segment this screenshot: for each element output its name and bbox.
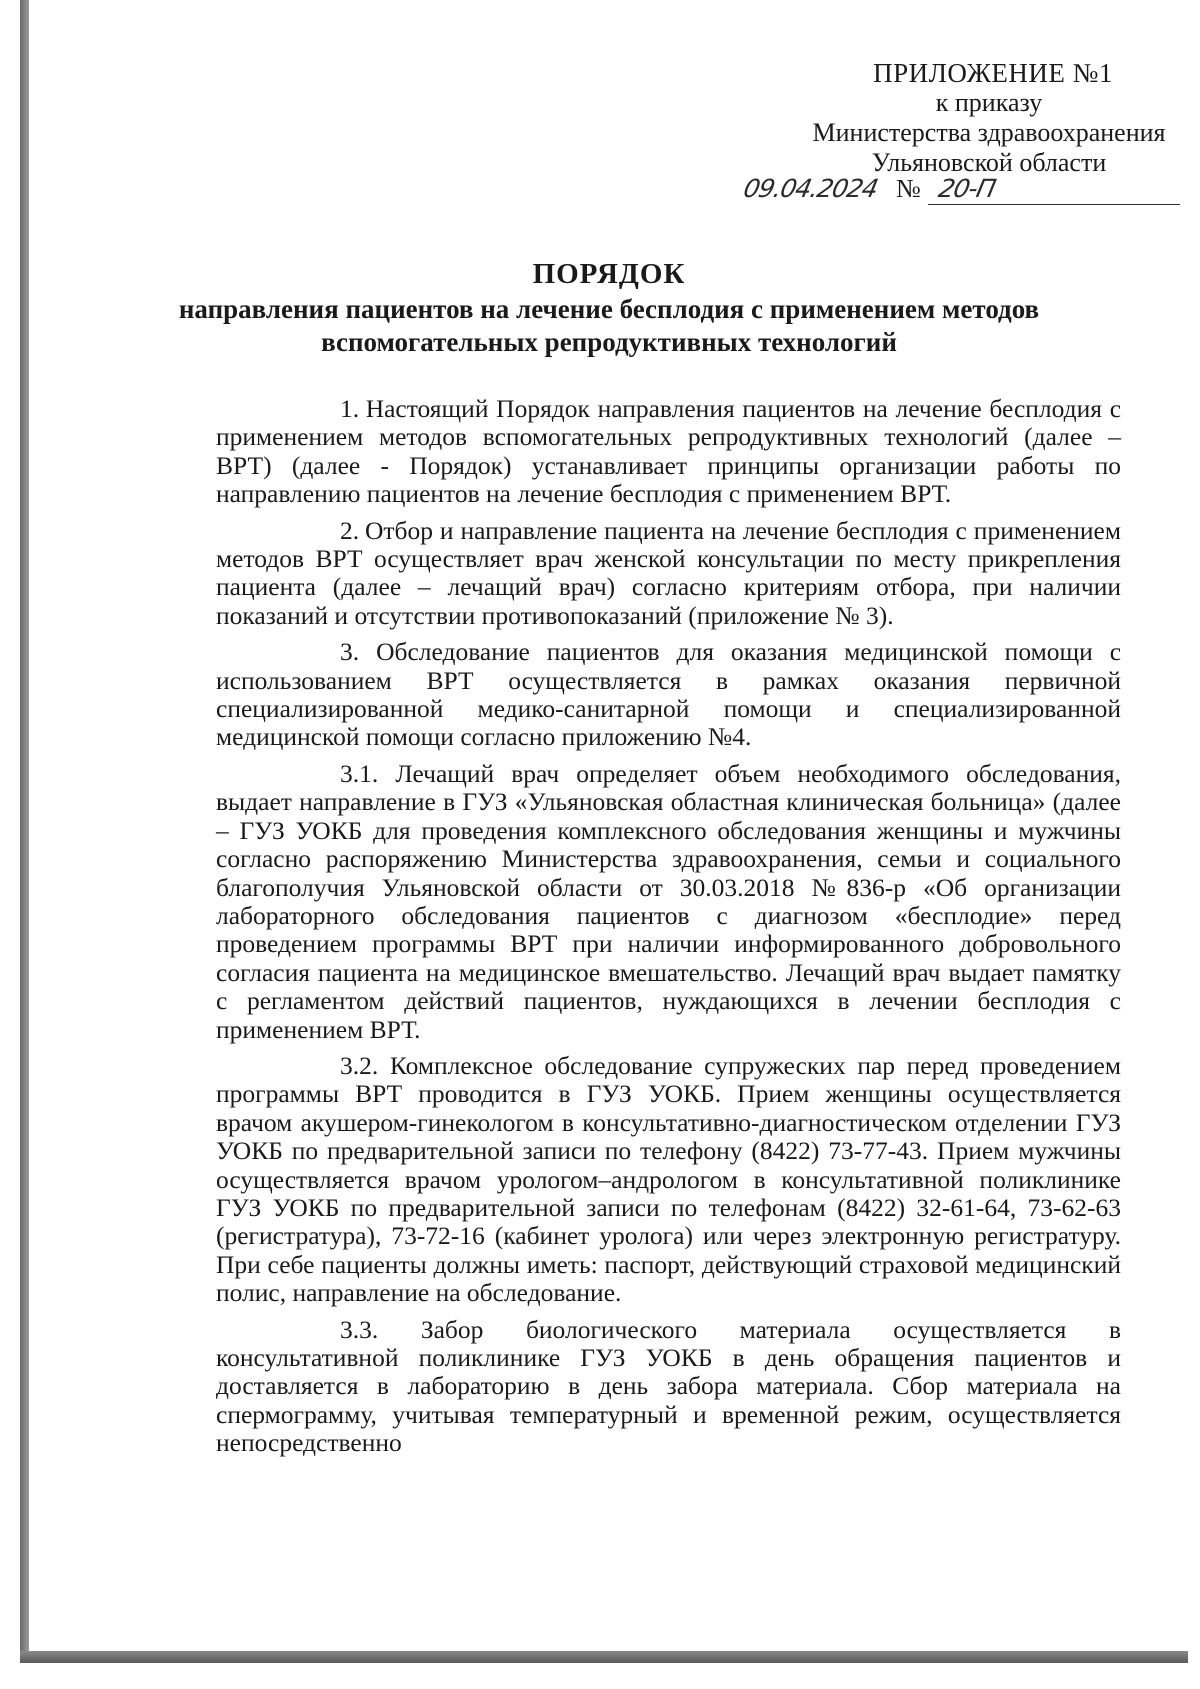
- document-page: [29, 0, 1189, 1651]
- title-line-1: направления пациентов на лечение бесплодия с применением методов: [178, 294, 1040, 324]
- scan-left-edge: [20, 0, 29, 1663]
- order-date-number: [740, 170, 1184, 212]
- title-heading: ПОРЯДОК: [532, 258, 686, 290]
- paragraph-3-1: [216, 760, 1121, 1044]
- paragraph-text: Настоящий Порядок направления пациентов на лечение бесплодия с применением методов вспомогательных репродуктивных технологий (далее – ВРТ) (далее - Порядок) устанавливает принципы организации работы по направлению пациентов на лечение бесплодия с применением ВРТ.: [216, 394, 1122, 509]
- paragraph-text: Комплексное обследование супружеских пар перед проведением программы ВРТ проводится в ГУЗ УОКБ. Прием женщины осуществляется врачом акушером-гинекологом в консультативно-диагностическом отделении ГУЗ УОКБ по предварительной записи по телефону (8422) 73-77-43. Прием мужчины осуществляется врачом урологом–андрологом в консультативной поликлинике ГУЗ УОКБ по предварительной записи по телефонам (8422) 32-61-64, 73-62-63 (регистратура), 73-72-16 (кабинет уролога) или через электронную регистратуру. При себе пациенты должны иметь: паспорт, действующий страховой медицинский полис, направление на обследование.: [216, 1050, 1121, 1308]
- title-line-2: вспомогательных репродуктивных технологий: [321, 327, 897, 357]
- paragraph-text: Забор биологического материала осуществляется в консультативной поликлинике ГУЗ УОКБ в день обращения пациентов и доставляется в лабораторию в день забора материала. Сбор материала на спермограмму, учитывая температурный и временной режим, осуществляется непосредственно: [216, 1314, 1121, 1458]
- paragraph-1: [216, 395, 1121, 509]
- paragraph-number: 3.: [340, 637, 360, 667]
- paragraph-3: [216, 638, 1121, 752]
- paragraph-3-2: [216, 1052, 1121, 1308]
- paragraph-number: 3.2.: [340, 1050, 379, 1080]
- number-underline: [928, 204, 1180, 205]
- ministry-label: Министерства здравоохранения: [812, 118, 1166, 147]
- document-body: [216, 395, 1121, 1466]
- region-label: Ульяновской области: [871, 148, 1107, 177]
- document-title: [89, 258, 1129, 359]
- paragraph-text: Лечащий врач определяет объем необходимого обследования, выдает направление в ГУЗ «Ульяновская областная клиническая больница» (далее – ГУЗ УОКБ для проведения комплексного обследования женщины и мужчины согласно распоряжению Министерства здравоохранения, семьи и социального благополучия Ульяновской области от 30.03.2018 №836-р «Об организации лабораторного обследования пациентов с диагнозом «бесплодие» перед проведением программы ВРТ при наличии информированного добровольного согласия пациента на медицинское вмешательство. Лечащий врач выдает памятку с регламентом действий пациентов, нуждающихся в лечении бесплодия с применением ВРТ.: [216, 758, 1122, 1044]
- handwritten-date: 09.04.2024: [740, 174, 881, 203]
- paragraph-number: 1.: [340, 394, 360, 423]
- paragraph-2: [216, 517, 1121, 631]
- paragraph-number: 3.3.: [340, 1314, 379, 1344]
- to-order-label: к приказу: [935, 88, 1043, 117]
- appendix-label: ПРИЛОЖЕНИЕ №1: [873, 58, 1113, 88]
- handwritten-order-number: 20-П: [935, 174, 998, 203]
- paragraph-number: 3.1.: [340, 758, 379, 788]
- paragraph-3-3: [216, 1316, 1121, 1458]
- paragraph-text: Обследование пациентов для оказания медицинской помощи с использованием ВРТ осуществляется в рамках оказания первичной специализированной медико-санитарной помощи и специализированной медицинской помощи согласно приложению №4.: [216, 637, 1122, 752]
- paragraph-text: Отбор и направление пациента на лечение бесплодия с применением методов ВРТ осуществляет врач женской консультации по месту прикрепления пациента (далее – лечащий врач) согласно критериям отбора, при наличии показаний и отсутствии противопоказаний (приложение № 3).: [216, 515, 1122, 630]
- scan-bottom-edge: [20, 1651, 1188, 1663]
- number-sign: №: [896, 174, 921, 203]
- paragraph-number: 2.: [340, 515, 360, 545]
- approval-block: [799, 58, 1179, 178]
